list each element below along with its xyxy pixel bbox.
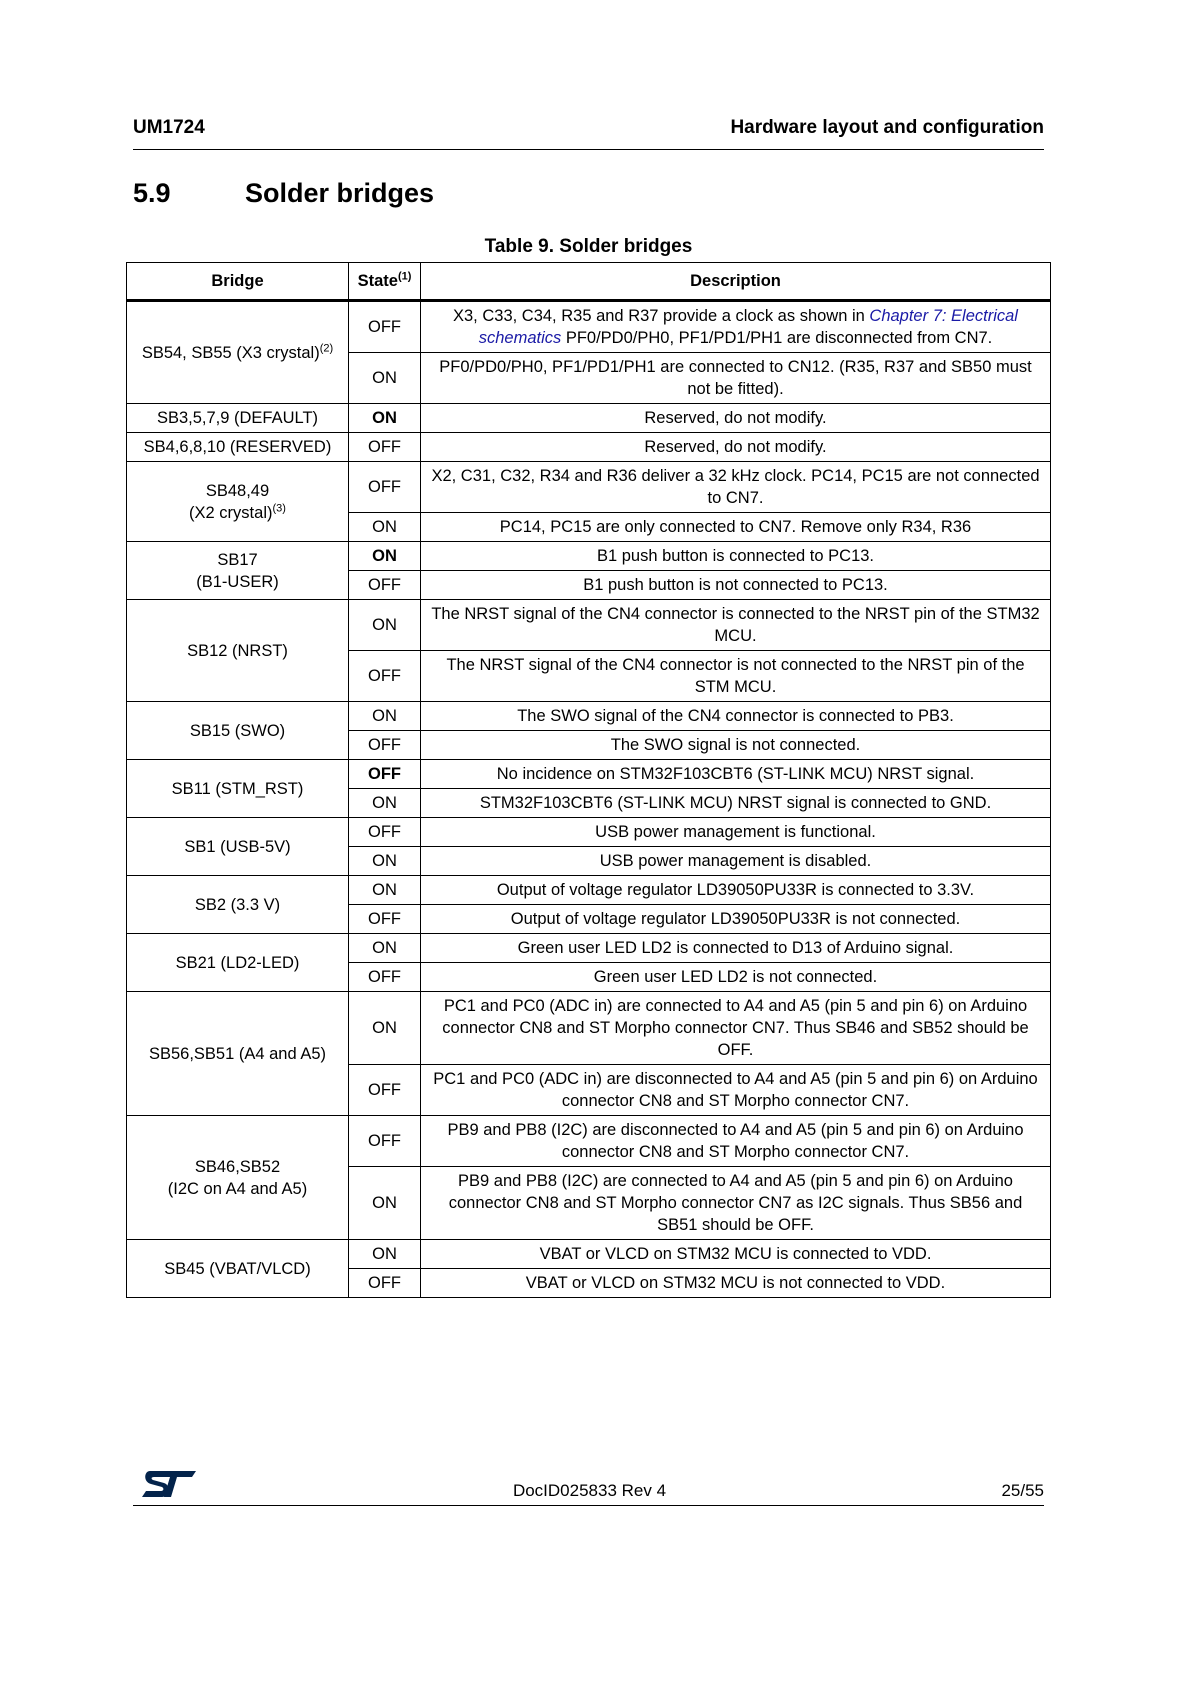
description-cell: VBAT or VLCD on STM32 MCU is connected to VDD. — [421, 1240, 1051, 1269]
bridge-cell: SB48,49 (X2 crystal)$^{(3)}$ — [127, 462, 349, 542]
table-row — [127, 1240, 1051, 1269]
table-row — [127, 542, 1051, 571]
state-cell: ON — [349, 992, 421, 1065]
header-divider — [133, 149, 1044, 150]
description-cell: X3, C33, C34, R35 and R37 provide a clock as shown in Chapter 7: Electrical schematics PF0/PD0/PH0, PF1/PD1/PH1 are disconnected from CN7. — [421, 301, 1051, 353]
description-cell: X2, C31, C32, R34 and R36 deliver a 32 kHz clock. PC14, PC15 are not connected to CN7. — [421, 462, 1051, 513]
description-cell: The NRST signal of the CN4 connector is not connected to the NRST pin of the STM MCU. — [421, 651, 1051, 702]
state-cell: ON — [349, 353, 421, 404]
header-doc-code: UM1724 — [133, 117, 205, 138]
description-cell: Reserved, do not modify. — [421, 433, 1051, 462]
bridge-cell: SB56,SB51 (A4 and A5) — [127, 992, 349, 1116]
state-cell: OFF — [349, 963, 421, 992]
state-cell: OFF — [349, 731, 421, 760]
state-cell: ON — [349, 600, 421, 651]
table-row — [127, 992, 1051, 1065]
table-row — [127, 301, 1051, 353]
state-cell: OFF — [349, 462, 421, 513]
description-cell: The SWO signal of the CN4 connector is connected to PB3. — [421, 702, 1051, 731]
description-cell: PB9 and PB8 (I2C) are connected to A4 and A5 (pin 5 and pin 6) on Arduino connector CN8 and ST Morpho connector CN7 as I2C signals. Thus SB56 and SB51 should be OFF. — [421, 1167, 1051, 1240]
state-cell: ON — [349, 1167, 421, 1240]
footnote-ref: (1) — [397, 270, 412, 283]
chapter-link[interactable]: Chapter 7: Electrical schematics — [478, 307, 1018, 347]
state-cell: OFF — [349, 760, 421, 789]
bridge-cell: SB12 (NRST) — [127, 600, 349, 702]
description-cell: B1 push button is connected to PC13. — [421, 542, 1051, 571]
header-chapter: Hardware layout and configuration — [730, 117, 1044, 138]
table-header-row — [127, 263, 1051, 301]
state-cell: ON — [349, 542, 421, 571]
table-body — [127, 301, 1051, 1298]
description-cell: PC1 and PC0 (ADC in) are connected to A4 and A5 (pin 5 and pin 6) on Arduino connector CN8 and ST Morpho connector CN7. Thus SB46 and SB52 should be OFF. — [421, 992, 1051, 1065]
state-cell: OFF — [349, 1065, 421, 1116]
table-row — [127, 404, 1051, 433]
state-cell: OFF — [349, 433, 421, 462]
state-cell: ON — [349, 934, 421, 963]
state-cell: OFF — [349, 301, 421, 353]
footer-doc-id: DocID025833 Rev 4 — [512, 1481, 667, 1500]
footnote-ref: (3) — [272, 502, 286, 514]
description-cell: Output of voltage regulator LD39050PU33R is not connected. — [421, 905, 1051, 934]
bridge-cell: SB15 (SWO) — [127, 702, 349, 760]
table-row — [127, 818, 1051, 847]
table-row — [127, 760, 1051, 789]
state-cell: OFF — [349, 571, 421, 600]
state-cell: ON — [349, 1240, 421, 1269]
bridge-cell: SB21 (LD2-LED) — [127, 934, 349, 992]
description-cell: The SWO signal is not connected. — [421, 731, 1051, 760]
description-cell: PC1 and PC0 (ADC in) are disconnected to A4 and A5 (pin 5 and pin 6) on Arduino connector CN8 and ST Morpho connector CN7. — [421, 1065, 1051, 1116]
table-row — [127, 934, 1051, 963]
column-header-state: State$^{(1)}$ — [349, 263, 421, 301]
table-row — [127, 1116, 1051, 1167]
description-cell: Reserved, do not modify. — [421, 404, 1051, 433]
bridge-cell: SB17 (B1-USER) — [127, 542, 349, 600]
table-row — [127, 600, 1051, 651]
column-header-description: Description — [421, 263, 1051, 301]
section-number: 5.9 — [133, 178, 171, 208]
state-cell: ON — [349, 789, 421, 818]
bridge-cell: SB54, SB55 (X3 crystal)$^{(2)}$ — [127, 301, 349, 404]
bridge-cell: SB1 (USB-5V) — [127, 818, 349, 876]
bridge-cell: SB11 (STM_RST) — [127, 760, 349, 818]
description-cell: STM32F103CBT6 (ST-LINK MCU) NRST signal is connected to GND. — [421, 789, 1051, 818]
state-cell: OFF — [349, 818, 421, 847]
state-cell: ON — [349, 404, 421, 433]
table-row — [127, 433, 1051, 462]
footer-divider — [133, 1505, 1044, 1506]
column-header-bridge: Bridge — [127, 263, 349, 301]
table-caption: Table 9. Solder bridges — [484, 236, 693, 257]
description-cell: Green user LED LD2 is not connected. — [421, 963, 1051, 992]
description-cell: PB9 and PB8 (I2C) are disconnected to A4 and A5 (pin 5 and pin 6) on Arduino connector CN8 and ST Morpho connector CN7. — [421, 1116, 1051, 1167]
description-cell: No incidence on STM32F103CBT6 (ST-LINK MCU) NRST signal. — [421, 760, 1051, 789]
description-cell: PF0/PD0/PH0, PF1/PD1/PH1 are connected to CN12. (R35, R37 and SB50 must not be fitted). — [421, 353, 1051, 404]
description-cell: USB power management is disabled. — [421, 847, 1051, 876]
bridge-cell: SB2 (3.3 V) — [127, 876, 349, 934]
description-cell: USB power management is functional. — [421, 818, 1051, 847]
state-cell: OFF — [349, 905, 421, 934]
table-row — [127, 462, 1051, 513]
bridge-cell: SB3,5,7,9 (DEFAULT) — [127, 404, 349, 433]
description-cell: Output of voltage regulator LD39050PU33R is connected to 3.3V. — [421, 876, 1051, 905]
state-cell: ON — [349, 513, 421, 542]
description-cell: PC14, PC15 are only connected to CN7. Remove only R34, R36 — [421, 513, 1051, 542]
state-cell: OFF — [349, 1269, 421, 1298]
description-cell: The NRST signal of the CN4 connector is connected to the NRST pin of the STM32 MCU. — [421, 600, 1051, 651]
description-cell: Green user LED LD2 is connected to D13 of Arduino signal. — [421, 934, 1051, 963]
state-cell: ON — [349, 876, 421, 905]
solder-bridges-table — [126, 262, 1051, 1298]
table-row — [127, 876, 1051, 905]
bridge-cell: SB45 (VBAT/VLCD) — [127, 1240, 349, 1298]
bridge-cell: SB4,6,8,10 (RESERVED) — [127, 433, 349, 462]
state-cell: ON — [349, 847, 421, 876]
footer-page-number: 25/55 — [1001, 1481, 1044, 1500]
bridge-cell: SB46,SB52 (I2C on A4 and A5) — [127, 1116, 349, 1240]
table-row — [127, 702, 1051, 731]
state-cell: OFF — [349, 1116, 421, 1167]
section-title: Solder bridges — [245, 178, 435, 208]
footnote-ref: (2) — [319, 342, 334, 354]
state-cell: OFF — [349, 651, 421, 702]
state-cell: ON — [349, 702, 421, 731]
description-cell: VBAT or VLCD on STM32 MCU is not connected to VDD. — [421, 1269, 1051, 1298]
description-cell: B1 push button is not connected to PC13. — [421, 571, 1051, 600]
